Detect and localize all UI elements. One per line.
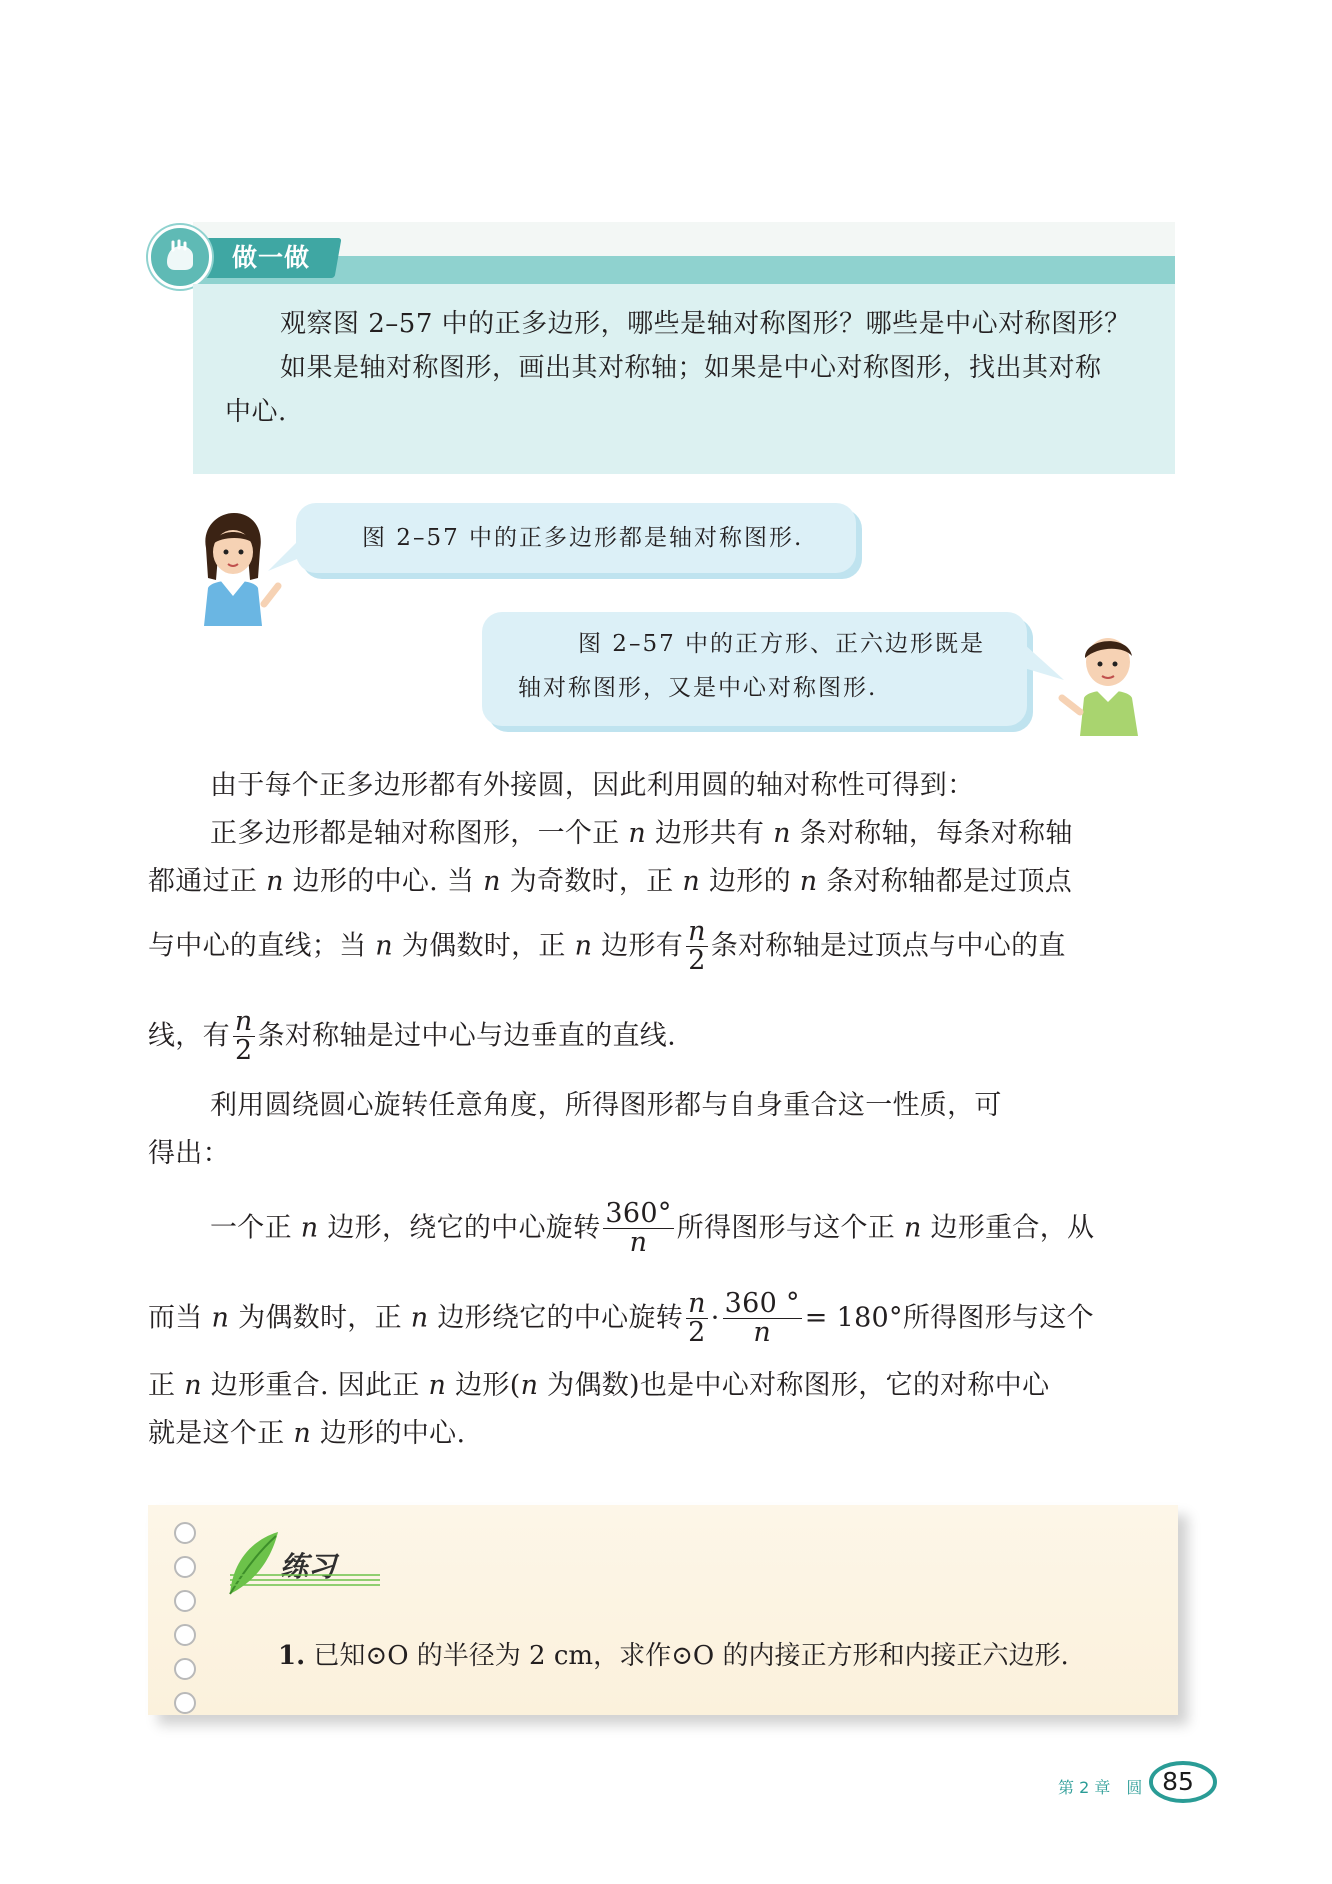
page-number: 85: [1162, 1767, 1194, 1796]
activity-header-bar: [193, 222, 1175, 284]
fraction-n-over-2: $\frac{n}{2}$: [688, 916, 706, 977]
paragraph-line-1: 由于每个正多边形都有外接圆，因此利用圆的轴对称性可得到：: [210, 770, 975, 801]
exercise-title: 练习: [280, 1550, 337, 1583]
binder-ring-icon: [174, 1692, 196, 1714]
paragraph-line-3: 都通过正 n 边形的中心. 当 n 为奇数时，正 n 边形的 n 条对称轴都是过顶点: [148, 866, 1073, 897]
girl-speech-bubble: [296, 503, 856, 573]
boy-speech-line-2: 轴对称图形，又是中心对称图形.: [518, 675, 878, 701]
fraction-n-over-2: $\frac{n}{2}$: [688, 1288, 706, 1349]
paragraph-line-4: 与中心的直线；当 n 为偶数时，正 n 边形有 $\frac{n}{2}$ 条对称轴是过顶点与中心的直: [148, 916, 1066, 977]
paragraph-line-9: 而当 n 为偶数时，正 n 边形绕它的中心旋转 $\frac{n}{2}$ · $\frac{360 ^\circ}{n}$ = 180°所得图形与这个: [148, 1288, 1094, 1349]
paragraph-line-7: 得出：: [148, 1138, 230, 1169]
activity-line-1: 观察图 2–57 中的正多边形，哪些是轴对称图形？哪些是中心对称图形？: [280, 309, 1131, 339]
boy-speech-bubble: [482, 612, 1027, 726]
fraction-n-over-2: $\frac{n}{2}$: [234, 1006, 253, 1067]
paragraph-line-10: 正 n 边形重合. 因此正 n 边形(n 为偶数)也是中心对称图形，它的对称中心: [148, 1370, 1050, 1401]
binder-ring-icon: [174, 1590, 196, 1612]
fraction-360-over-n: $\frac{360 ^\circ}{n}$: [724, 1288, 800, 1349]
exercise-item-1: 1. 已知⊙O 的半径为 2 cm，求作⊙O 的内接正方形和内接正六边形.: [278, 1641, 1069, 1671]
activity-box: [193, 284, 1175, 474]
exercise-title-underline: [230, 1572, 380, 1588]
fraction-360-over-n: $\frac{360^\circ}{n}$: [605, 1198, 672, 1259]
exercise-box: [148, 1505, 1178, 1715]
binder-ring-icon: [174, 1658, 196, 1680]
girl-bubble-tail: [268, 535, 302, 575]
binder-ring-icon: [174, 1556, 196, 1578]
girl-speech-text: 图 2–57 中的正多边形都是轴对称图形.: [362, 525, 804, 551]
footer-chapter-label: 第 2 章 圆: [1058, 1778, 1143, 1797]
activity-line-2: 如果是轴对称图形，画出其对称轴；如果是中心对称图形，找出其对称: [280, 353, 1102, 383]
paragraph-line-11: 就是这个正 n 边形的中心.: [148, 1418, 466, 1449]
hand-icon: [148, 225, 212, 289]
paragraph-line-2: 正多边形都是轴对称图形，一个正 n 边形共有 n 条对称轴，每条对称轴: [210, 818, 1073, 849]
paragraph-line-8: 一个正 n 边形，绕它的中心旋转 $\frac{360^\circ}{n}$ 所得图形与这个正 n 边形重合，从: [210, 1198, 1095, 1259]
paragraph-line-6: 利用圆绕圆心旋转任意角度，所得图形都与自身重合这一性质，可: [210, 1090, 1002, 1121]
boy-speech-line-1: 图 2–57 中的正方形、正六边形既是: [578, 631, 986, 657]
boy-illustration: [1058, 628, 1148, 738]
binder-ring-icon: [174, 1624, 196, 1646]
binder-ring-icon: [174, 1522, 196, 1544]
activity-title: 做一做: [231, 243, 310, 272]
activity-line-3: 中心.: [225, 397, 287, 427]
paragraph-line-5: 线，有 $\frac{n}{2}$ 条对称轴是过中心与边垂直的直线.: [148, 1006, 676, 1067]
